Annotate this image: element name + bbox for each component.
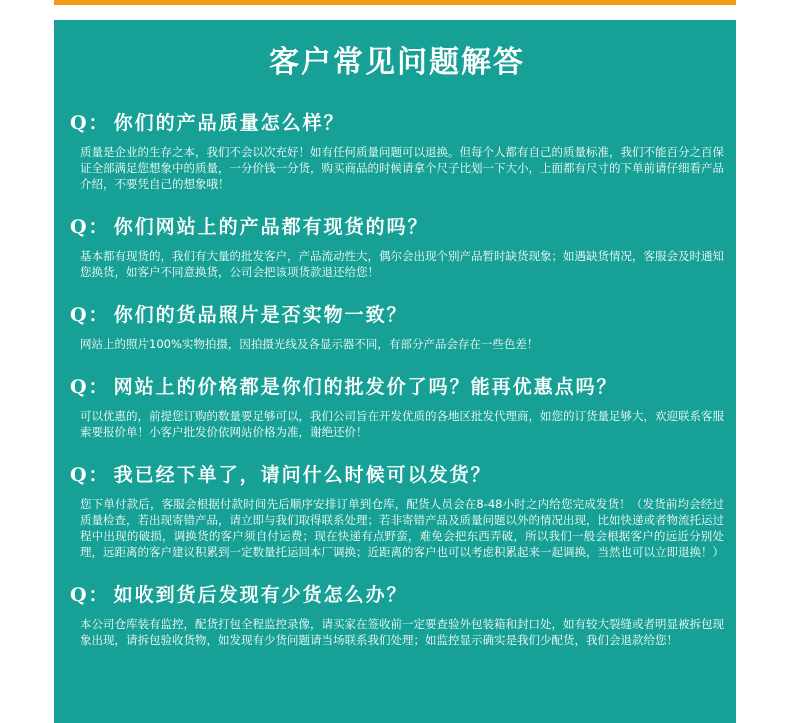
q-prefix: Q： — [70, 304, 110, 326]
faq-question-text: 你们的货品照片是否实物一致？ — [113, 304, 408, 326]
q-prefix: Q： — [70, 216, 110, 238]
faq-item — [70, 582, 724, 648]
faq-answer: 可以优惠的，前提您订购的数量要足够可以，我们公司旨在开发优质的各地区批发代理商，如您的订货量足够大，欢迎联系客服索要报价单！小客户批发价依网站价格为准，谢绝还价！ — [80, 409, 724, 439]
faq-item — [70, 110, 724, 192]
faq-panel — [54, 20, 736, 723]
faq-question-text: 你们的产品质量怎么样？ — [113, 112, 345, 134]
faq-answer: 基本都有现货的，我们有大量的批发客户，产品流动性大，偶尔会出现个别产品暂时缺货现象；如遇缺货情况，客服会及时通知您换货，如客户不同意换货，公司会把该项货款退还给您！ — [80, 249, 724, 279]
faq-question-text: 如收到货后发现有少货怎么办？ — [113, 584, 408, 606]
q-prefix: Q： — [70, 584, 110, 606]
q-prefix: Q： — [70, 112, 110, 134]
top-accent-bar — [54, 0, 736, 5]
faq-item — [70, 214, 724, 280]
faq-question-text: 网站上的价格都是你们的批发价了吗？能再优惠点吗？ — [113, 376, 618, 398]
faq-question — [70, 302, 724, 328]
faq-answer: 网站上的照片100%实物拍摄，因拍摄光线及各显示器不同，有部分产品会存在一些色差！ — [80, 337, 539, 351]
faq-question-text: 你们网站上的产品都有现货的吗？ — [113, 216, 429, 238]
faq-question — [70, 374, 724, 400]
faq-question — [70, 582, 724, 608]
faq-answer: 您下单付款后，客服会根据付款时间先后顺序安排订单到仓库，配货人员会在8-48小时之内给您完成发货！（发货前均会经过质量检查，若出现寄错产品，请立即与我们取得联系处理；若非寄错产品及质量问题以外的情况出现，比如快递或者物流托运过程中出现的破损，调换货的客户须自付运费；现在快递有点野蛮，难免会把东西弄破，所以我们一般会根据客户的远近分别处理，远距离的客户建议积累到一定数量托运回本厂调换；近距离的客户也可以考虑积累起来一起调换，当然也可以立即退换！） — [80, 497, 724, 559]
page-title: 客户常见问题解答 — [269, 45, 525, 80]
faq-answer: 本公司仓库装有监控，配货打包全程监控录像，请买家在签收前一定要查验外包装箱和封口处，如有较大裂缝或者明显被拆包现象出现，请拆包验收货物，如发现有少货问题请当场联系我们处理；如监控显示确实是我们少配货，我们会退款给您！ — [80, 617, 724, 647]
q-prefix: Q： — [70, 464, 110, 486]
faq-item — [70, 302, 724, 352]
q-prefix: Q： — [70, 376, 110, 398]
faq-question — [70, 214, 724, 240]
faq-item — [70, 462, 724, 560]
faq-item — [70, 374, 724, 440]
faq-question-text: 我已经下单了，请问什么时候可以发货？ — [113, 464, 492, 486]
faq-question — [70, 462, 724, 488]
faq-question — [70, 110, 724, 136]
faq-answer: 质量是企业的生存之本，我们不会以次充好！如有任何质量问题可以退换。但每个人都有自己的质量标准，我们不能百分之百保证全部满足您想象中的质量，一分价钱一分货，购买商品的时候请拿个尺子比划一下大小，上面都有尺寸的下单前请仔细看产品介绍，不要凭自己的想象哦！ — [80, 145, 724, 191]
